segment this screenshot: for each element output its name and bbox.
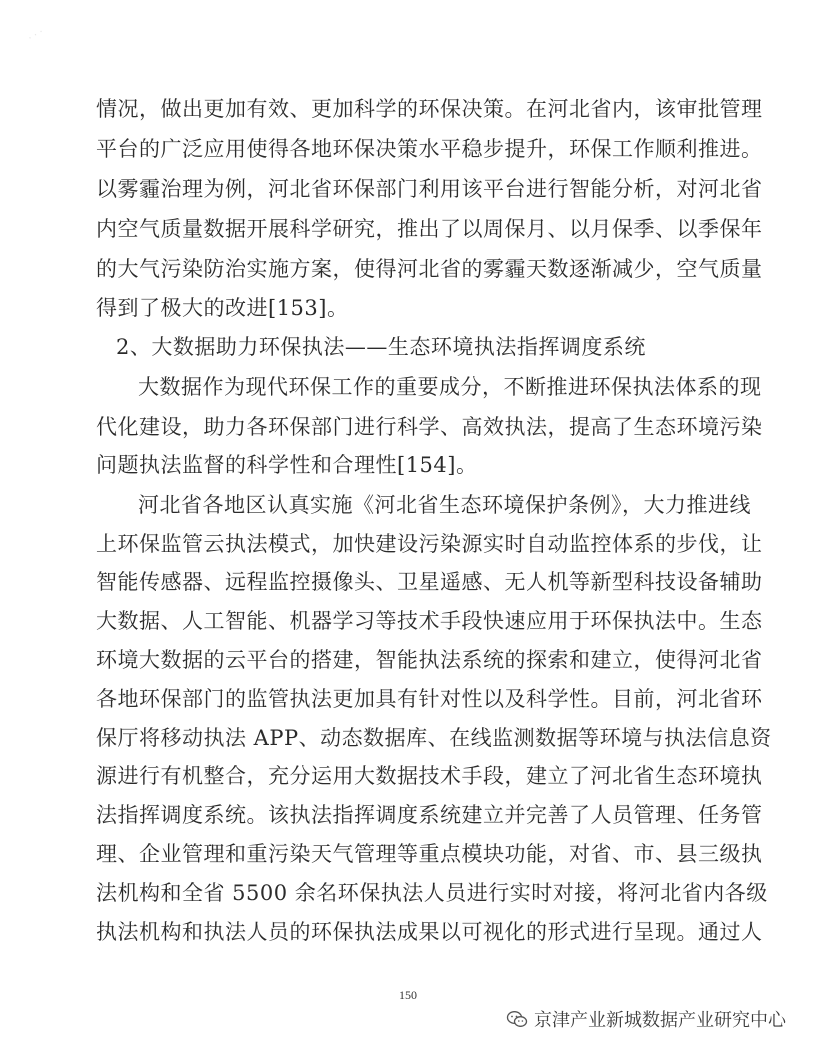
body-line: 智能传感器、远程监控摄像头、卫星遥感、无人机等新型科技设备辅助: [96, 570, 763, 594]
body-line: 法机构和全省 5500 余名环保执法人员进行实时对接，将河北省内各级: [96, 881, 768, 905]
body-line: 保厅将移动执法 APP、动态数据库、在线监测数据等环境与执法信息资: [96, 726, 772, 750]
page-number: 150: [399, 988, 417, 1002]
paragraph-first-line: 河北省各地区认真实施《河北省生态环境保护条例》，大力推进线: [138, 493, 751, 517]
body-line: 理、企业管理和重污染天气管理等重点模块功能，对省、市、县三级执: [96, 842, 763, 866]
body-line: 源进行有机整合，充分运用大数据技术手段，建立了河北省生态环境执: [96, 764, 763, 788]
body-line: 代化建设，助力各环保部门进行科学、高效执法，提高了生态环境污染: [96, 415, 763, 439]
section-heading: 2、大数据助力环保执法——生态环境执法指挥调度系统: [116, 335, 646, 359]
body-line: 环境大数据的云平台的搭建，智能执法系统的探索和建立，使得河北省: [96, 648, 763, 672]
body-line: 平台的广泛应用使得各地环保决策水平稳步提升，环保工作顺利推进。: [96, 137, 763, 161]
footer-watermark: [506, 1006, 786, 1032]
body-line: 情况，做出更加有效、更加科学的环保决策。在河北省内，该审批管理: [96, 97, 763, 121]
body-line: 以雾霾治理为例，河北省环保部门利用该平台进行智能分析，对河北省: [96, 177, 763, 201]
body-line: 的大气污染防治实施方案，使得河北省的雾霾天数逐渐减少，空气质量: [96, 257, 763, 281]
body-line: 上环保监管云执法模式，加快建设污染源实时自动监控体系的步伐，让: [96, 532, 763, 556]
body-line: 大数据、人工智能、机器学习等技术手段快速应用于环保执法中。生态: [96, 609, 763, 633]
body-line: 问题执法监督的科学性和合理性[154]。: [96, 453, 478, 477]
background-watermark: · · ·: [26, 26, 46, 45]
body-line: 内空气质量数据开展科学研究，推出了以周保月、以月保季、以季保年: [96, 217, 763, 241]
body-line: 执法机构和执法人员的环保执法成果以可视化的形式进行呈现。通过人: [96, 920, 763, 944]
body-line: 各地环保部门的监管执法更加具有针对性以及科学性。目前，河北省环: [96, 687, 763, 711]
footer-watermark-text: 京津产业新城数据产业研究中心: [534, 1010, 786, 1031]
paragraph-first-line: 大数据作为现代环保工作的重要成分，不断推进环保执法体系的现: [138, 375, 762, 399]
body-line: 得到了极大的改进[153]。: [96, 296, 349, 320]
body-line: 法指挥调度系统。该执法指挥调度系统建立并完善了人员管理、任务管: [96, 803, 763, 827]
wechat-icon: [506, 1010, 528, 1028]
